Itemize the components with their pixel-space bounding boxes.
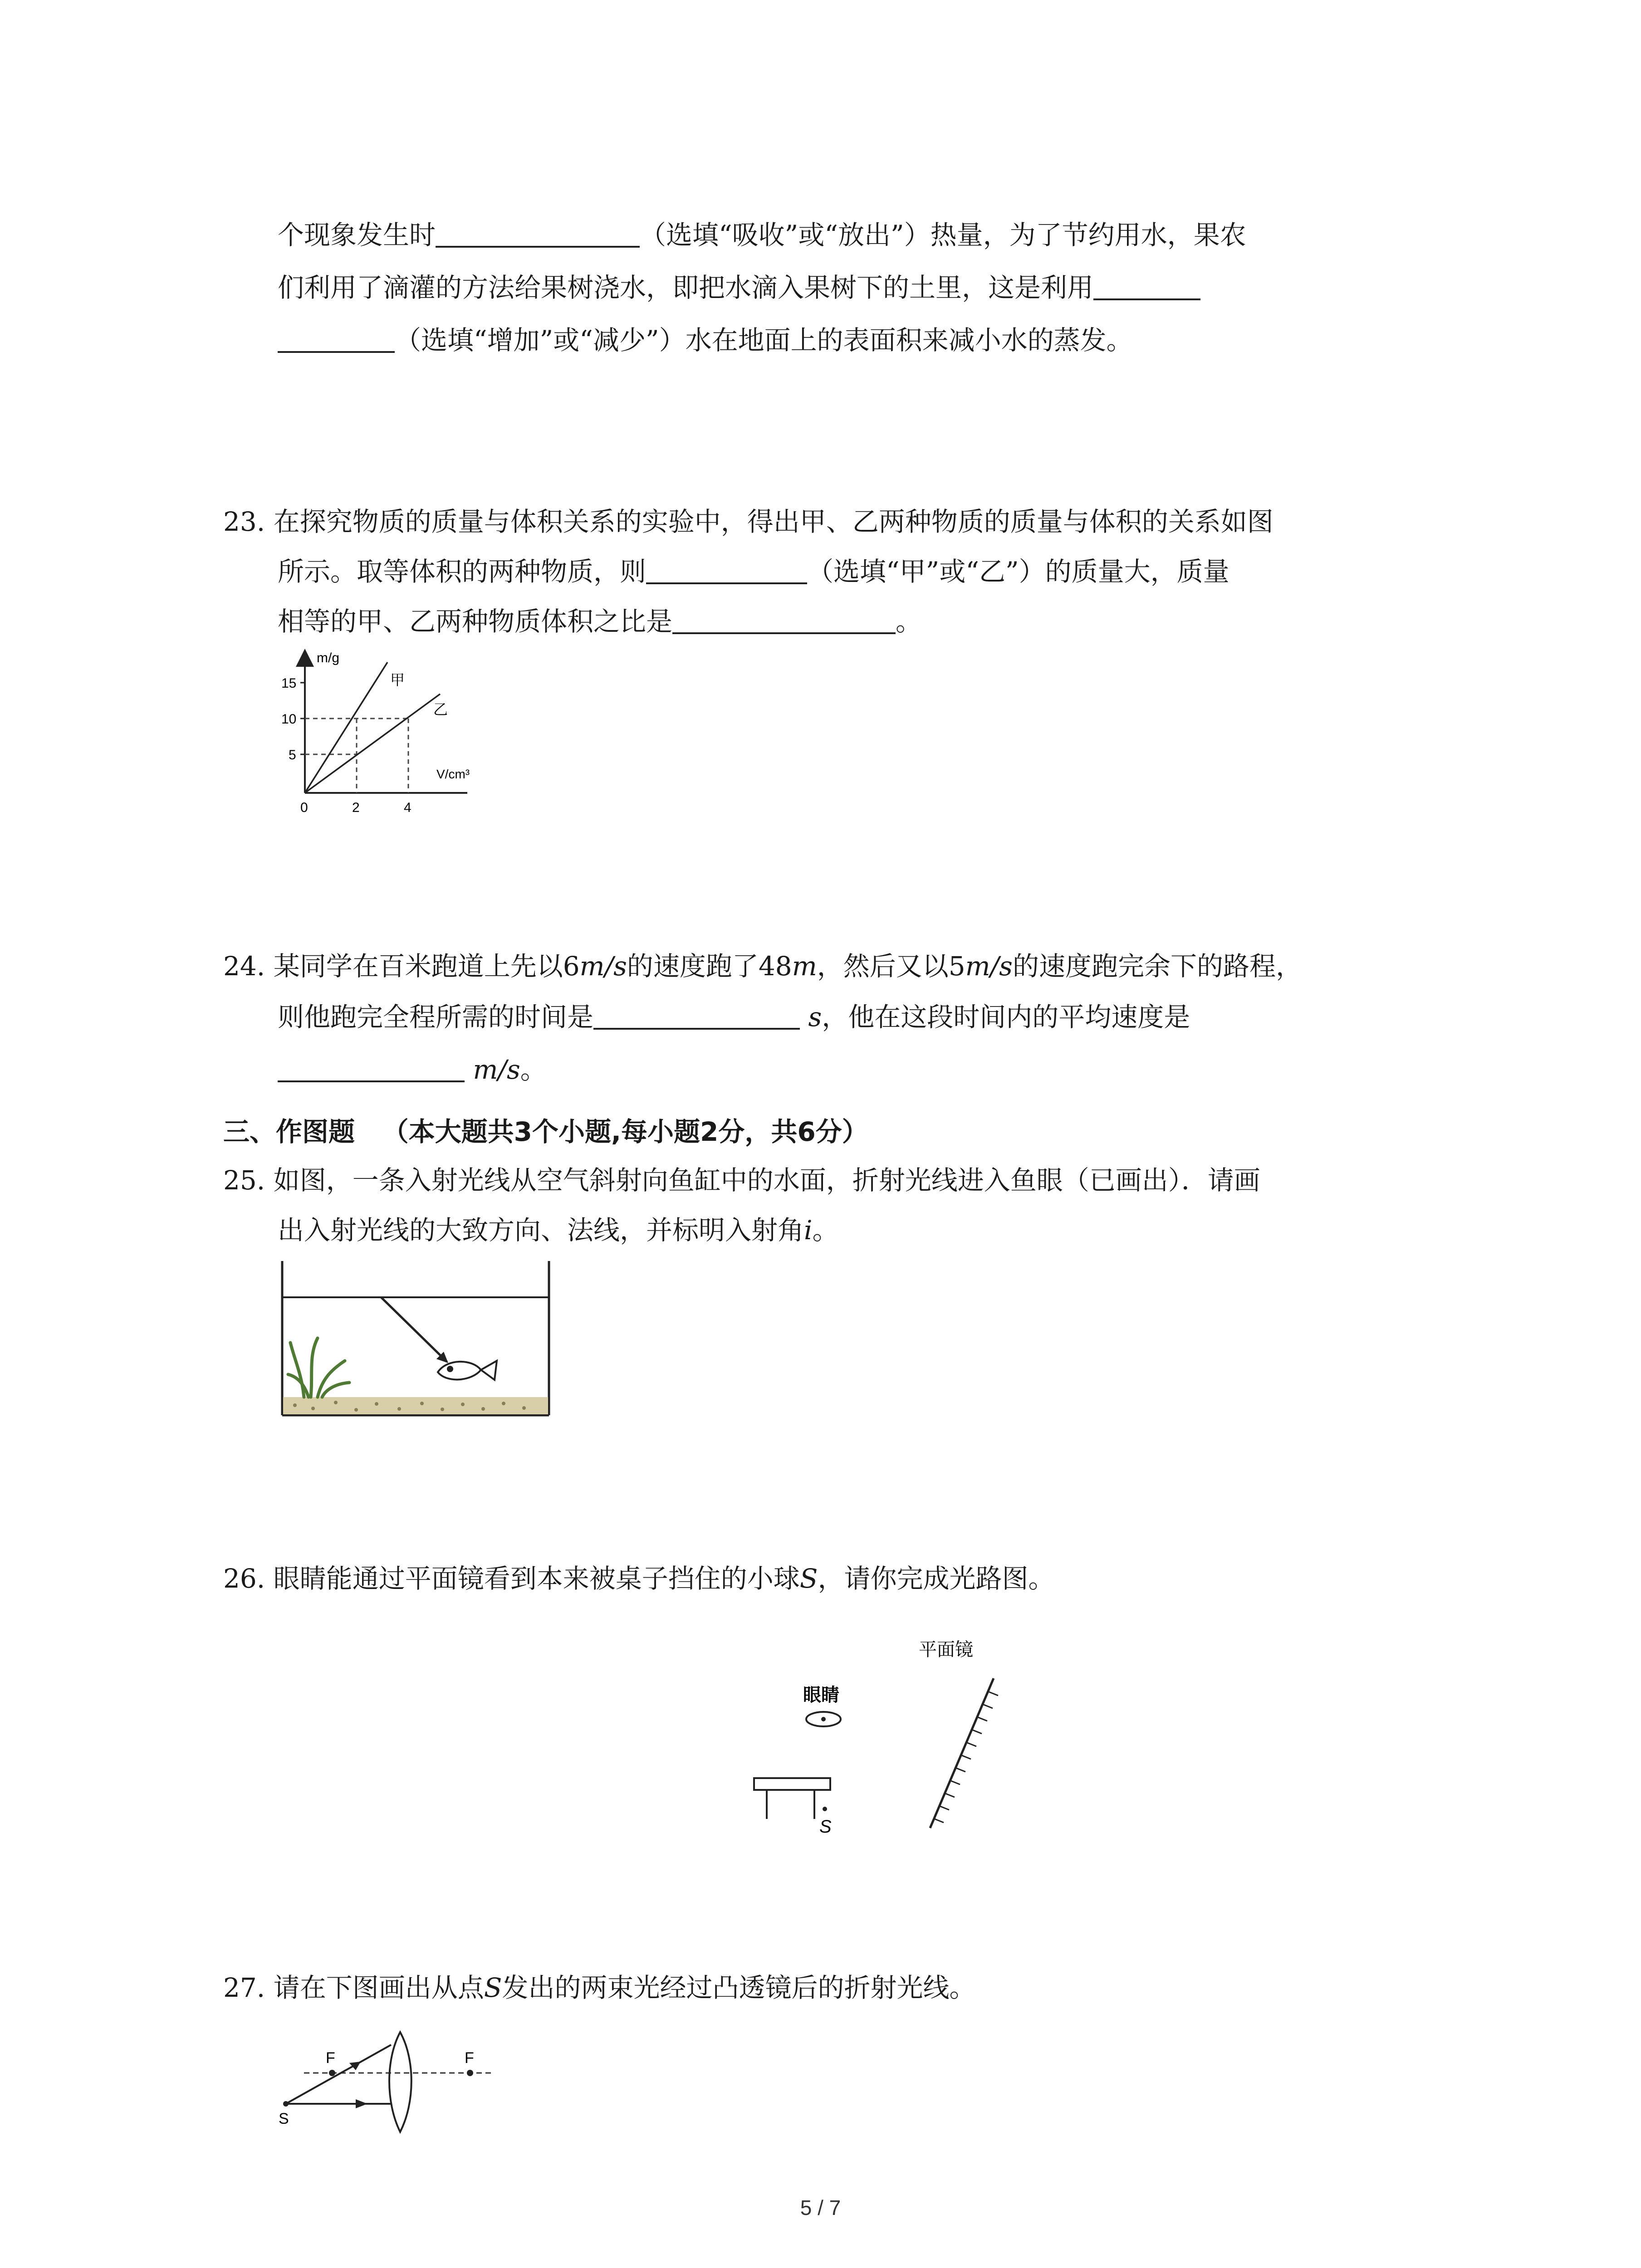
q22-line2: 们利用了滴灌的方法给果树浇水，即把水滴入果树下的土里，这是利用 — [278, 269, 1200, 306]
eye-label: 眼睛 — [803, 1685, 839, 1705]
q24-line3: m/s。 — [278, 1051, 547, 1088]
convex-lens — [389, 2032, 411, 2132]
x-tick-0: 0 — [300, 800, 308, 815]
q22-line3: （选填“增加”或“减少”）水在地面上的表面积来减小水的蒸发。 — [278, 322, 1133, 358]
q24-line2: 则他跑完全程所需的时间是 s，他在这段时间内的平均速度是 — [278, 999, 1190, 1035]
convex-lens-figure — [272, 2023, 508, 2141]
fish-tank-figure — [277, 1261, 558, 1424]
gravel — [283, 1397, 548, 1414]
x-tick-2: 2 — [352, 800, 360, 815]
mass-volume-graph — [272, 649, 508, 821]
q22-blank-1[interactable] — [436, 218, 640, 248]
q24-blank-1[interactable] — [593, 1000, 800, 1030]
refracted-ray — [381, 1297, 447, 1362]
plane-mirror-figure — [735, 1628, 1016, 1846]
svg-text:F: F — [465, 2049, 474, 2067]
q22-line1: 个现象发生时 （选填“吸收”或“放出”）热量，为了节约用水，果农 — [278, 217, 1246, 253]
focus-right — [467, 2070, 473, 2076]
q26-line: 26. 眼睛能通过平面镜看到本来被桌子挡住的小球S，请你完成光路图。 — [223, 1563, 1055, 1594]
q24-line1: 24. 某同学在百米跑道上先以6m/s的速度跑了48m，然后又以5m/s的速度跑完余下的路程， — [223, 951, 1302, 982]
q24-blank-2[interactable] — [278, 1052, 465, 1082]
y-axis-label: m/g — [317, 650, 340, 665]
x-tick-4: 4 — [404, 800, 411, 815]
series-yi-label: 乙 — [433, 701, 448, 718]
section-3-heading: 三、作图题 （本大题共3个小题,每小题2分，共6分） — [223, 1116, 868, 1147]
y-tick-10: 10 — [281, 712, 297, 727]
series-jia-line — [305, 662, 387, 793]
focus-left — [329, 2070, 335, 2076]
series-yi-line — [305, 694, 440, 793]
page-number: 5 / 7 — [800, 2196, 841, 2219]
q22-blank-2a[interactable] — [1093, 270, 1200, 300]
q25-line2: 出入射光线的大致方向、法线，并标明入射角i。 — [278, 1215, 839, 1246]
q22-blank-2b[interactable] — [278, 323, 395, 353]
table — [754, 1778, 830, 1819]
ray-through-focus — [286, 2045, 391, 2104]
q23-blank-1[interactable] — [646, 554, 807, 584]
q23-blank-2[interactable] — [672, 604, 896, 634]
ball — [823, 1807, 827, 1811]
q27-line: 27. 请在下图画出从点S发出的两束光经过凸透镜后的折射光线。 — [223, 1972, 976, 2003]
q23-line1: 23. 在探究物质的质量与体积关系的实验中，得出甲、乙两种物质的质量与体积的关系如图 — [223, 506, 1274, 537]
ball-label: S — [819, 1817, 832, 1837]
fish — [438, 1361, 497, 1380]
water-plant — [288, 1338, 349, 1397]
x-axis-label: V/cm³ — [436, 767, 470, 781]
y-tick-15: 15 — [281, 676, 297, 691]
svg-text:S: S — [279, 2110, 289, 2127]
q25-line1: 25. 如图，一条入射光线从空气斜射向鱼缸中的水面，折射光线进入鱼眼（已画出）．请画 — [223, 1165, 1260, 1196]
q23-line2: 所示。取等体积的两种物质，则 （选填“甲”或“乙”）的质量大，质量 — [278, 553, 1230, 590]
mirror-label: 平面镜 — [919, 1640, 973, 1660]
y-tick-5: 5 — [289, 748, 296, 763]
plane-mirror — [930, 1678, 994, 1828]
q23-line3: 相等的甲、乙两种物质体积之比是 。 — [278, 603, 922, 640]
series-jia-label: 甲 — [390, 672, 405, 688]
svg-text:F: F — [326, 2049, 335, 2067]
